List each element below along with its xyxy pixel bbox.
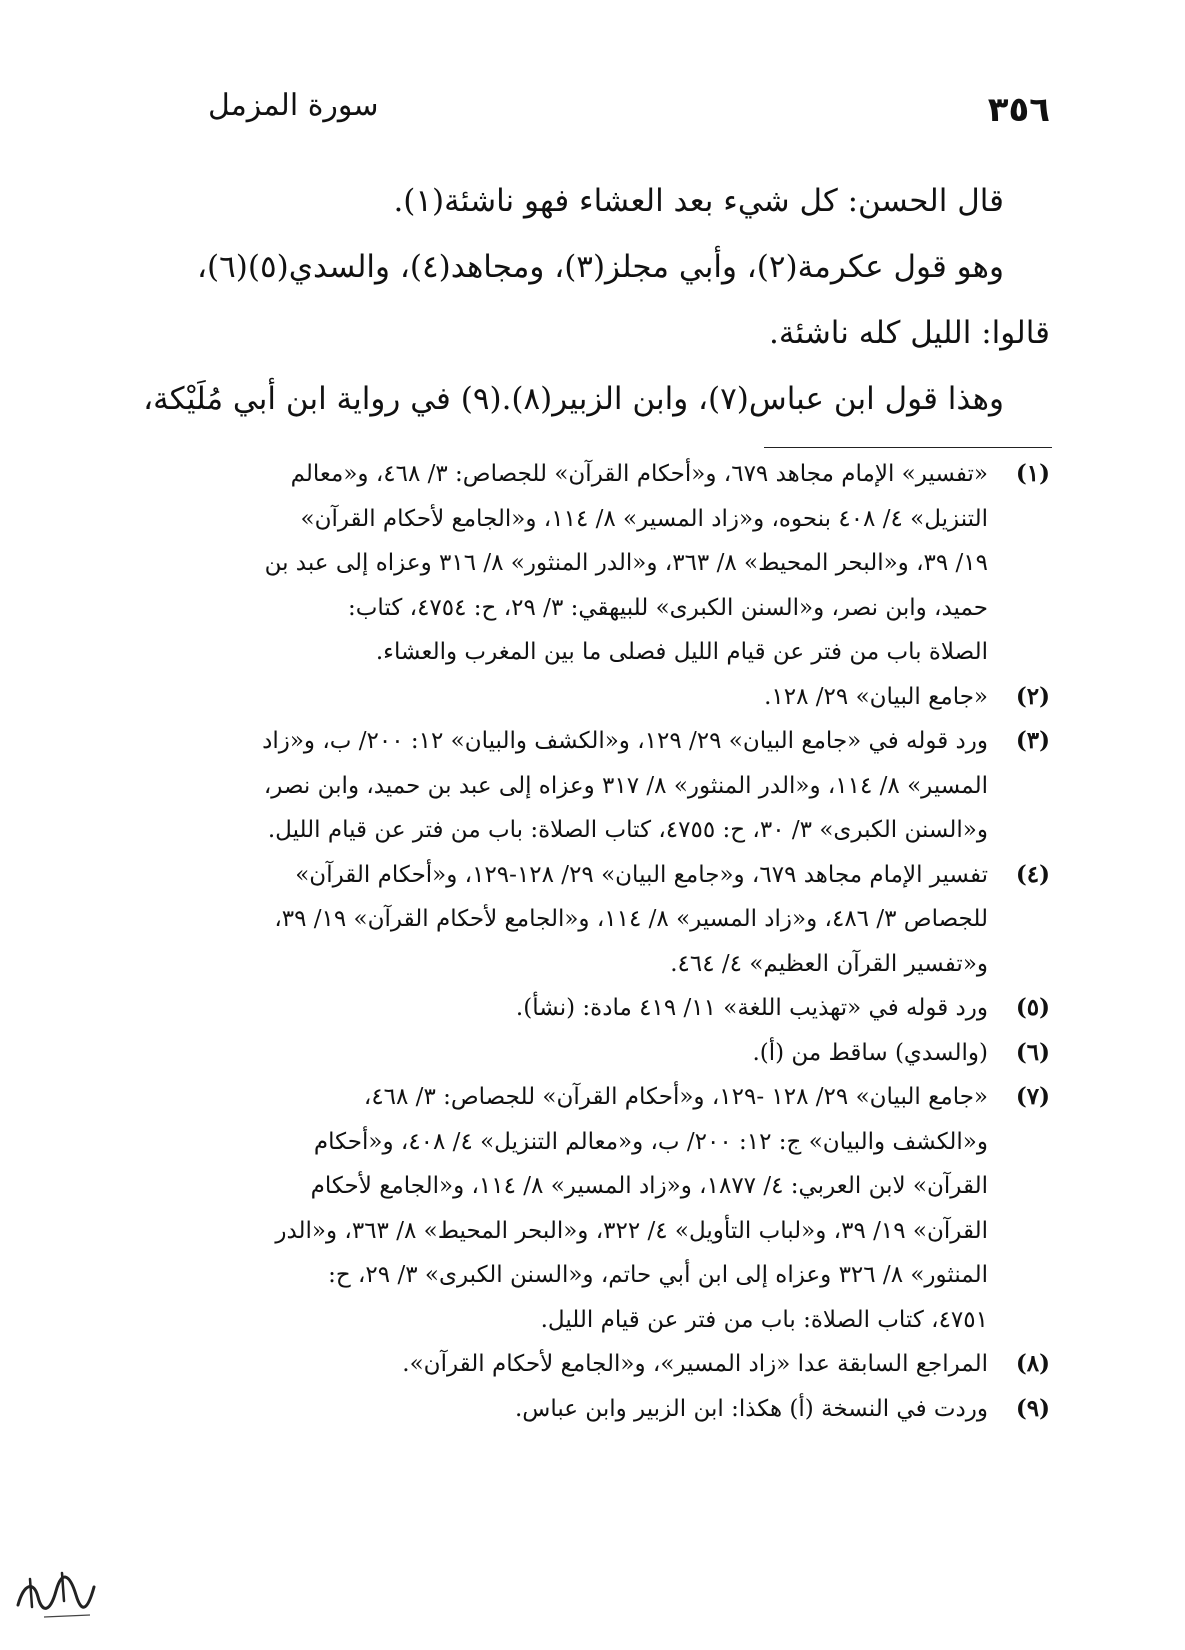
footnote-line: حميد، وابن نصر، و«السنن الكبرى» للبيهقي: ٣/ ٢٩، ح: ٤٧٥٤، كتاب: [348,594,988,621]
footnotes [128,452,1050,1431]
footnote-line: (والسدي) ساقط من (أ). [752,1039,988,1066]
main-line: وهذا قول ابن عباس(٧)، وابن الزبير(٨).(٩) في رواية ابن أبي مُلَيْكة، [143,381,1004,417]
footnote-line: القرآن» ١٩/ ٣٩، و«لباب التأويل» ٤/ ٣٢٢، و«البحر المحيط» ٨/ ٣٦٣، و«الدر [275,1217,988,1244]
footnote-line: التنزيل» ٤/ ٤٠٨ بنحوه، و«زاد المسير» ٨/ ١١٤، و«الجامع لأحكام القرآن» [300,505,988,532]
footnote [128,1342,1050,1387]
footnote-line: «تفسير» الإمام مجاهد ٦٧٩، و«أحكام القرآن» للجصاص: ٣/ ٤٦٨، و«معالم [290,461,988,487]
footnote-line: المنثور» ٨/ ٣٢٦ وعزاه إلى ابن أبي حاتم، و«السنن الكبرى» ٣/ ٢٩، ح: [328,1262,988,1288]
footnote [128,1031,1050,1076]
footnote [128,1387,1050,1432]
surah-title: سورة المزمل [208,88,379,123]
footnote [128,1075,1050,1342]
footnote-line: القرآن» لابن العربي: ٤/ ١٨٧٧، و«زاد المسير» ٨/ ١١٤، و«الجامع لأحكام [310,1173,988,1199]
footnote-line: ١٩/ ٣٩، و«البحر المحيط» ٨/ ٣٦٣، و«الدر المنثور» ٨/ ٣١٦ وعزاه إلى عبد بن [264,550,988,576]
footnote-number: (١) [1015,460,1050,487]
footnote-line: ورد قوله في «تهذيب اللغة» ١١/ ٤١٩ مادة: (نشأ). [515,995,988,1021]
footnote-line: ورد قوله في «جامع البيان» ٢٩/ ١٢٩، و«الكشف والبيان» ١٢: ٢٠٠/ ب، و«زاد [262,728,988,754]
main-text [128,168,1050,432]
footnote-number: (٧) [1015,1083,1050,1110]
footnote-line: المسير» ٨/ ١١٤، و«الدر المنثور» ٨/ ٣١٧ وعزاه إلى عبد بن حميد، وابن نصر، [263,772,988,799]
main-line: قالوا: الليل كله ناشئة. [768,315,1050,351]
footnote-line: «جامع البيان» ٢٩/ ١٢٨ -١٢٩، و«أحكام القرآن» للجصاص: ٣/ ٤٦٨، [363,1084,988,1110]
footnote-line: الصلاة باب من فتر عن قيام الليل فصلى ما بين المغرب والعشاء. [375,639,988,665]
footnote-line: و«تفسير القرآن العظيم» ٤/ ٤٦٤. [670,950,988,977]
footnote-line: و«الكشف والبيان» ج: ١٢: ٢٠٠/ ب، و«معالم التنزيل» ٤/ ٤٠٨، و«أحكام [313,1128,988,1155]
footnote-line: للجصاص ٣/ ٤٨٦، و«زاد المسير» ٨/ ١١٤، و«الجامع لأحكام القرآن» ١٩/ ٣٩، [274,906,988,932]
footnote-line: وردت في النسخة (أ) هكذا: ابن الزبير وابن عباس. [514,1395,988,1422]
footnote-line: تفسير الإمام مجاهد ٦٧٩، و«جامع البيان» ٢٩/ ١٢٨-١٢٩، و«أحكام القرآن» [295,861,988,888]
footnote [128,675,1050,720]
footnote-divider [764,447,1052,448]
footnote-line: «جامع البيان» ٢٩/ ١٢٨. [764,683,988,710]
footnote [128,853,1050,987]
page-header [80,72,1105,132]
main-line: قال الحسن: كل شيء بعد العشاء فهو ناشئة(١). [393,183,1004,219]
footnote [128,719,1050,853]
footnote-line: المراجع السابقة عدا «زاد المسير»، و«الجامع لأحكام القرآن». [402,1351,988,1377]
footnote [128,452,1050,675]
footnote-number: (٤) [1015,860,1050,888]
footnote-number: (٩) [1015,1394,1050,1422]
footnote-number: (٦) [1015,1038,1050,1066]
footnote-line: ٤٧٥١، كتاب الصلاة: باب من فتر عن قيام الليل. [540,1306,988,1333]
footnote-number: (٨) [1015,1350,1050,1377]
main-line: وهو قول عكرمة(٢)، وأبي مجلز(٣)، ومجاهد(٤)، والسدي(٥)(٦)، [197,249,1004,285]
footnote [128,986,1050,1031]
footnote-line: و«السنن الكبرى» ٣/ ٣٠، ح: ٤٧٥٥، كتاب الصلاة: باب من فتر عن قيام الليل. [267,817,988,843]
footnote-number: (٣) [1015,727,1050,754]
page-number: ٣٥٦ [987,90,1050,130]
footnote-number: (٥) [1015,994,1050,1021]
library-seal-icon [10,1565,100,1625]
footnote-number: (٢) [1015,682,1050,710]
